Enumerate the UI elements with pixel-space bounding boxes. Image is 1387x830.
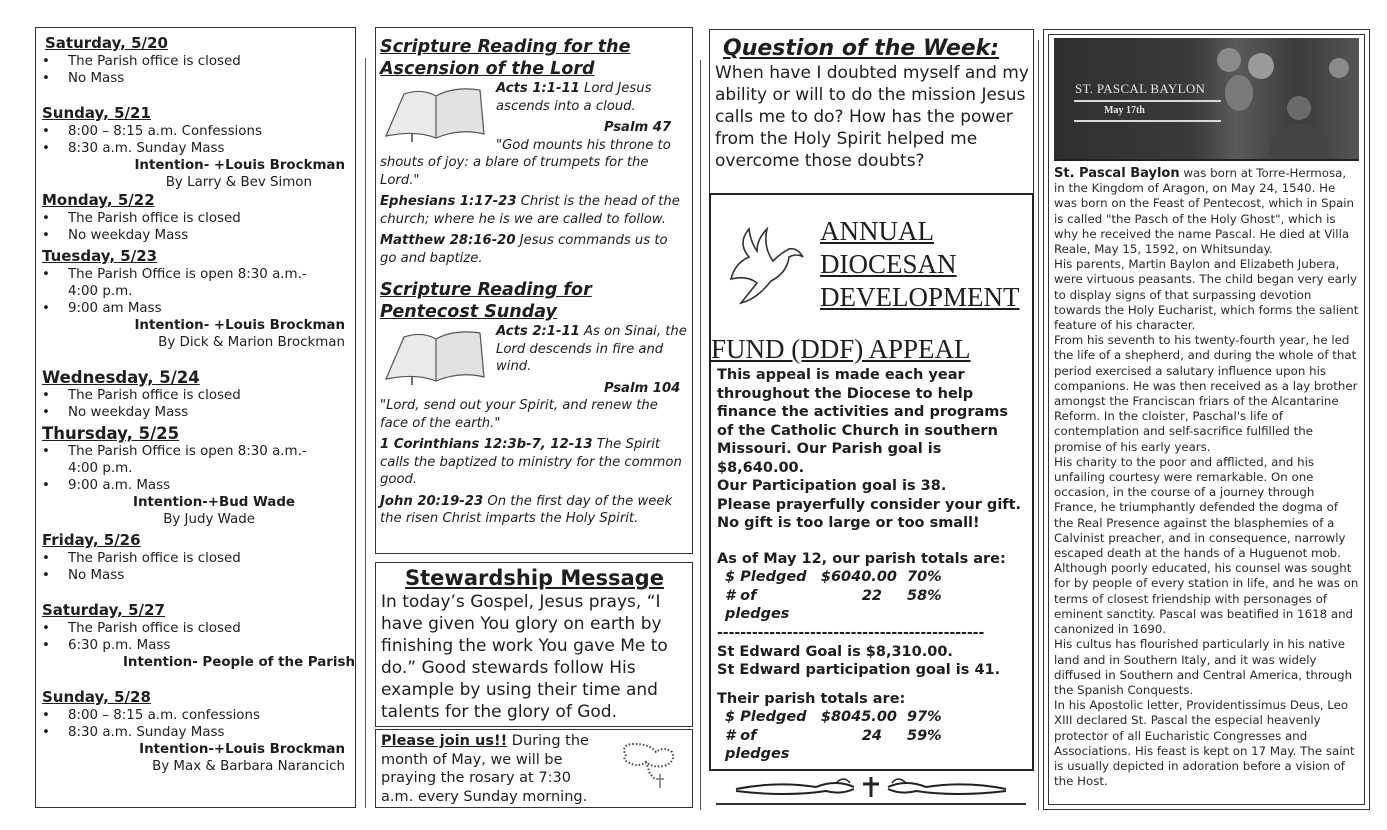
- reading-ref: 1 Corinthians 12:3b-7, 12-13: [380, 437, 593, 452]
- title-line: Pentecost Sunday: [380, 302, 557, 322]
- day-heading: Wednesday, 5/24: [42, 368, 200, 387]
- saint-banner-image: [1054, 38, 1359, 161]
- rosary-notice: [375, 729, 693, 808]
- schedule-item: • No weekday Mass: [42, 404, 355, 421]
- saint-of-the-week: [1043, 29, 1370, 810]
- rosary-body: During the month of May, we will be praying the rosary at 7:30 a.m. every Sunday morning.: [381, 733, 589, 805]
- ddf-title-line: DIOCESAN: [820, 249, 957, 279]
- ddf-appeal: [709, 193, 1034, 771]
- totals-value: 24: [861, 727, 882, 744]
- day-heading: Friday, 5/26: [42, 531, 141, 549]
- totals-pct: 59%: [907, 727, 942, 744]
- ddf-body: This appeal is made each year throughout the Diocese to help finance the activities and programs of the Catholic Church in southern Missouri. Our Parish goal is $8,640.00.: [717, 367, 1008, 476]
- st-edward-goal: St Edward Goal is $8,310.00.: [717, 643, 953, 660]
- totals-row: [717, 708, 1029, 727]
- ddf-participation: Our Participation goal is 38.: [717, 478, 947, 494]
- stewardship-title: Stewardship Message: [405, 566, 664, 590]
- totals-row: [717, 727, 1029, 764]
- totals-label: $ Pledged: [725, 569, 807, 585]
- reading-text: As on Sinai, the Lord descends in fire and wind.: [496, 324, 687, 374]
- reading-text: On the first day of the week the risen Christ imparts the Holy Spirit.: [380, 493, 673, 526]
- day-heading: Sunday, 5/28: [42, 688, 151, 706]
- totals-row: [717, 568, 1029, 587]
- totals-row: [717, 587, 1029, 624]
- schedule-item: 4:00 p.m.: [68, 284, 133, 299]
- reading: [380, 232, 688, 267]
- ascension-title: [380, 36, 688, 80]
- reading-ref: Psalm 47: [604, 120, 672, 135]
- day-block: [42, 368, 355, 421]
- schedule-item: • The Parish Office is open 8:30 a.m.-: [42, 443, 355, 460]
- totals-value: $8045.00: [820, 709, 897, 725]
- schedule-item: • The Parish office is closed: [42, 620, 355, 637]
- stewardship-text: In today’s Gospel, Jesus prays, “I have given You glory on earth by finishing the work You gave Me to do.” Good stewards follow His example by using their time and talents for the glory of God.: [381, 592, 668, 722]
- schedule-item: • The Parish office is closed: [42, 550, 355, 567]
- mass-intention: Intention- +Louis Brockman: [134, 318, 345, 333]
- mass-intention: Intention-+Bud Wade: [132, 495, 295, 510]
- painting-figures-icon: [1199, 38, 1359, 161]
- schedule-item: • 8:30 a.m. Sunday Mass: [42, 140, 355, 157]
- weekly-schedule: [35, 27, 356, 808]
- their-totals-header: Their parish totals are:: [717, 690, 906, 707]
- title-line: Scripture Reading for the: [380, 37, 631, 57]
- schedule-item: • The Parish office is closed: [42, 210, 355, 227]
- rosary-icon: [616, 738, 678, 788]
- intention-by: By Larry & Bev Simon: [165, 175, 312, 190]
- stewardship-message: [375, 562, 693, 727]
- ddf-title-lines: [820, 215, 1019, 314]
- day-block: [42, 601, 355, 671]
- schedule-item: • 6:30 p.m. Mass: [42, 637, 355, 654]
- banner-rule: [1074, 100, 1221, 102]
- divider-dashes: ----------------------------------------------: [717, 625, 985, 640]
- ddf-header: [717, 215, 1029, 333]
- schedule-item: • No weekday Mass: [42, 227, 355, 244]
- reading: [380, 193, 688, 228]
- bible-icon: [382, 327, 490, 385]
- totals-pct: 70%: [907, 569, 942, 585]
- reading-ref: Ephesians 1:17-23: [380, 194, 517, 209]
- day-block: [42, 104, 355, 191]
- banner-title: ST. PASCAL BAYLON: [1075, 81, 1206, 96]
- day-block: [42, 688, 355, 775]
- day-heading: Monday, 5/22: [42, 191, 155, 209]
- reading: [380, 380, 688, 433]
- reading-text: "God mounts his throne to shouts of joy: a blare of trumpets for the Lord.": [380, 137, 671, 188]
- ornament-rule: [716, 803, 1026, 805]
- question-of-the-week: [709, 29, 1034, 195]
- saint-biography: [1054, 166, 1359, 789]
- totals-pct: 58%: [907, 587, 942, 604]
- schedule-item: 4:00 p.m.: [68, 461, 133, 476]
- totals-label: $ Pledged: [725, 709, 807, 725]
- reading-text: "Lord, send out your Spirit, and renew the face of the earth.": [380, 398, 658, 431]
- intention-by: By Dick & Marion Brockman: [158, 335, 345, 350]
- schedule-item: • 8:00 – 8:15 a.m. confessions: [42, 707, 355, 724]
- mass-intention: Intention-+Louis Brockman: [139, 742, 345, 757]
- day-block: [42, 531, 355, 584]
- reading-text: Jesus commands us to go and baptize.: [380, 233, 668, 266]
- totals-value: 22: [861, 587, 882, 604]
- reading-ref: Acts 2:1-11: [496, 324, 580, 339]
- title-line: Scripture Reading for: [380, 280, 592, 300]
- day-block: [42, 424, 355, 528]
- totals-label: # of pledges: [725, 587, 790, 622]
- schedule-item: • The Parish office is closed: [42, 387, 355, 404]
- saint-name: St. Pascal Baylon: [1054, 166, 1180, 181]
- their-totals-table: [717, 708, 1029, 764]
- ddf-title-line: ANNUAL: [820, 216, 934, 246]
- reading-ref: Matthew 28:16-20: [380, 233, 516, 248]
- totals-value: $6040.00: [820, 569, 897, 585]
- bio-paragraph: [1054, 166, 1359, 257]
- cross-ornament-icon: [716, 775, 1026, 799]
- st-edward-participation: St Edward participation goal is 41.: [717, 662, 1001, 678]
- schedule-item: • 8:00 – 8:15 a.m. Confessions: [42, 123, 355, 140]
- title-line: Ascension of the Lord: [380, 59, 595, 79]
- ddf-title-line: FUND (DDF) APPEAL: [711, 334, 971, 364]
- schedule-item: • 9:00 a.m. Mass: [42, 477, 355, 494]
- reading-ref: Psalm 104: [604, 380, 681, 396]
- schedule-item: • No Mass: [42, 567, 355, 584]
- reading-text: The Spirit calls the baptized to ministry for the common good.: [380, 437, 682, 487]
- reading: [380, 436, 688, 489]
- question-text: When have I doubted myself and my ability or will to do the mission Jesus calls me to do? How has the power from the Holy Spirit helped me overcome those doubts?: [715, 63, 1029, 171]
- day-heading: Sunday, 5/21: [42, 104, 151, 122]
- banner-rule: [1074, 120, 1221, 122]
- mass-intention: Intention- People of the Parish: [122, 655, 355, 670]
- day-block: [42, 247, 355, 351]
- schedule-item: • No Mass: [42, 70, 355, 87]
- banner-date: May 17th: [1104, 105, 1145, 116]
- bio-paragraph: His parents, Martin Baylon and Elizabeth Jubera, were virtuous peasants. The child began very early to display signs of that surpassing devotion towards the Holy Eucharist, which forms the salient feature of his character.: [1054, 257, 1359, 333]
- mass-intention: Intention- +Louis Brockman: [134, 158, 345, 173]
- reading-text: Lord Jesus ascends into a cloud.: [496, 81, 652, 114]
- schedule-item: • 9:00 am Mass: [42, 300, 355, 317]
- dove-icon: [727, 223, 807, 309]
- schedule-item: • The Parish office is closed: [42, 53, 355, 70]
- intention-by: By Judy Wade: [163, 512, 255, 527]
- bible-icon: [382, 84, 490, 142]
- bio-paragraph: In his Apostolic letter, Providentissimus Deus, Leo XIII declared St. Pascal the especial heavenly protector of all Eucharistic Congresses and Associations. His feast is kept on 17 May. The saint is usually depicted in adoration before a vision of the Host.: [1054, 698, 1355, 789]
- bio-paragraph: His cultus has flourished particularly in his native land and in Southern Italy, and it was widely diffused in Southern and Central America, through the Spanish Conquests.: [1054, 637, 1353, 697]
- schedule-item: • The Parish Office is open 8:30 a.m.-: [42, 266, 355, 283]
- scripture-readings: [375, 27, 693, 554]
- reading-ref: Acts 1:1-11: [496, 81, 580, 96]
- schedule-item: • 8:30 a.m. Sunday Mass: [42, 724, 355, 741]
- bio-paragraph: From his seventh to his twenty-fourth year, he led the life of a shepherd, and during the whole of that period exercised a salutary influence upon his companions. He was then received as a lay brother amongst the Franciscan friars of the Alcantarine Reform. In the cloister, Paschal's life of contemplation and self-sacrifice fulfilled the promise of his early years.: [1054, 333, 1358, 454]
- reading: [380, 493, 688, 528]
- intention-by: By Max & Barbara Narancich: [152, 759, 345, 774]
- ddf-asof: As of May 12, our parish totals are:: [717, 550, 1006, 567]
- rosary-lead: Please join us!!: [381, 733, 508, 749]
- column-divider: [700, 60, 701, 810]
- ddf-title-line: DEVELOPMENT: [820, 282, 1020, 312]
- reading-text: Christ is the head of the church; where he is we are called to follow.: [380, 194, 680, 227]
- totals-label: # of pledges: [725, 727, 790, 762]
- totals-pct: 97%: [907, 709, 942, 725]
- day-block: [42, 191, 355, 244]
- day-heading: Thursday, 5/25: [42, 424, 180, 443]
- our-totals-table: [717, 568, 1029, 624]
- day-heading: Saturday, 5/20: [45, 34, 168, 52]
- day-block: [42, 34, 355, 87]
- rosary-text: [381, 732, 596, 806]
- bio-text: was born at Torre-Hermosa, in the Kingdom of Aragon, on May 24, 1540. He was born on the Feast of Pentecost, which in Spain is called "the Pasch of the Holy Ghost", which is why he received the name Pascal. He died at Villa Reale, May 15, 1592, on Whitsunday.: [1054, 166, 1355, 257]
- day-heading: Tuesday, 5/23: [42, 247, 158, 265]
- column-divider: [365, 58, 366, 808]
- ddf-consider: Please prayerfully consider your gift. No gift is too large or too small!: [717, 496, 1022, 531]
- column-divider: [1038, 40, 1039, 810]
- question-title: Question of the Week:: [723, 36, 1000, 61]
- reading-ref: John 20:19-23: [380, 493, 484, 509]
- pentecost-title: [380, 279, 688, 323]
- day-heading: Saturday, 5/27: [42, 601, 165, 619]
- bio-paragraph: His charity to the poor and afflicted, and his unfailing courtesy were remarkable. On one occasion, in the course of a journey through France, he triumphantly defended the dogma of the Real Presence against the blasphemies of a Calvinist preacher, and in consequence, narrowly escaped death at the hands of a Huguenot mob. Although poorly educated, his counsel was sought for by people of every station in life, and he was on terms of closest friendship with personages of eminent sanctity. Pascal was beatified in 1618 and canonized in 1690.: [1054, 454, 1359, 637]
